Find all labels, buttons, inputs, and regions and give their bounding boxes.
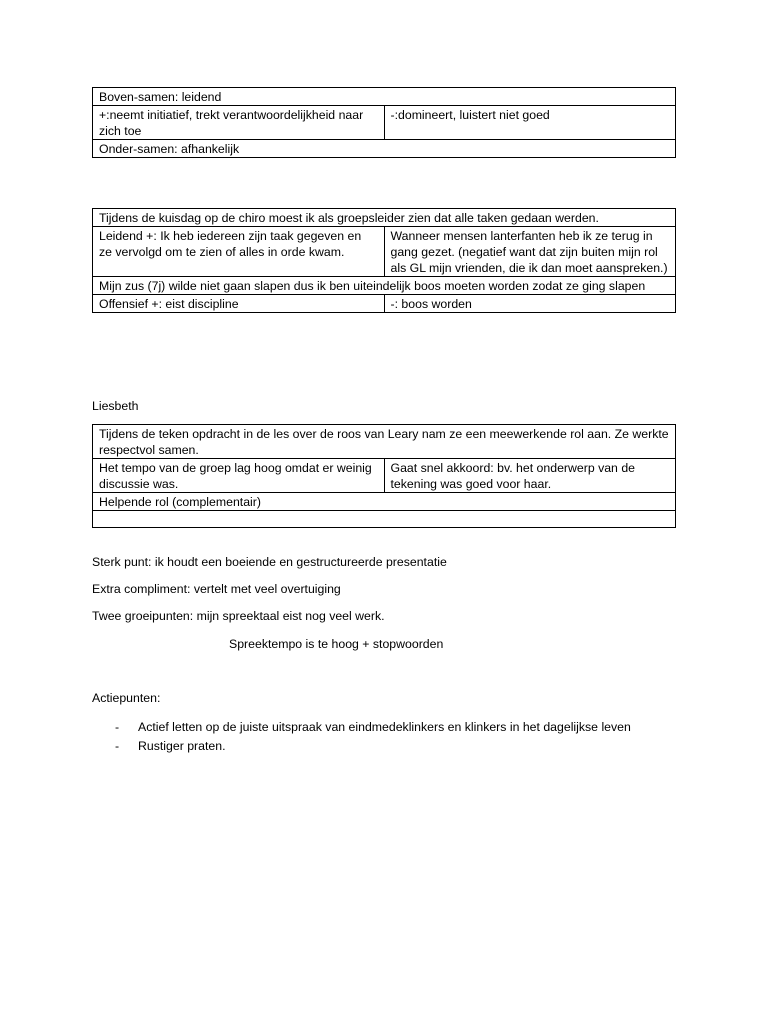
table-cell: Boven-samen: leidend [93,88,676,106]
table-row [93,459,676,493]
groeipunt-2-text: Spreektempo is te hoog + stopwoorden [229,637,444,651]
groeipunten-text: Twee groeipunten: mijn spreektaal eist nog veel werk. [92,609,385,623]
table-cell: Tijdens de kuisdag op de chiro moest ik als groepsleider zien dat alle taken gedaan werden. [93,209,676,227]
table-cell: Leidend +: Ik heb iedereen zijn taak gegeven en ze vervolgd om te zien of alles in orde kwam. [93,227,385,277]
table-cell: Gaat snel akkoord: bv. het onderwerp van de tekening was goed voor haar. [384,459,676,493]
table-cell: Onder-samen: afhankelijk [93,140,676,158]
table-leary-boven-onder [92,87,676,158]
list-item [92,718,631,737]
table-cell: Helpende rol (complementair) [93,493,676,511]
list-item-text: Actief letten op de juiste uitspraak van eindmedeklinkers en klinkers in het dagelijkse leven [138,720,631,734]
table-cell: Wanneer mensen lanterfanten heb ik ze terug in gang gezet. (negatief want dat zijn buiten mijn rol als GL mijn vrienden, die ik dan moet aanspreken.) [384,227,676,277]
extra-compliment-text: Extra compliment: vertelt met veel overtuiging [92,582,341,596]
table-row [93,295,676,313]
list-item-text: Rustiger praten. [138,739,226,753]
actiepunten-title: Actiepunten: [92,691,161,705]
table-cell: Het tempo van de groep lag hoog omdat er weinig discussie was. [93,459,385,493]
dash-bullet: - [115,720,120,734]
sterk-punt-text: Sterk punt: ik houdt een boeiende en gestructureerde presentatie [92,555,447,569]
actiepunten-list [92,718,631,756]
table-cell: Mijn zus (7j) wilde niet gaan slapen dus ik ben uiteindelijk boos moeten worden zodat ze ging slapen [93,277,676,295]
liesbeth-heading: Liesbeth [92,399,139,413]
table-liesbeth [92,424,676,528]
table-row [93,277,676,295]
table-row [93,511,676,528]
table-row [93,88,676,106]
table-row [93,493,676,511]
table-row [93,106,676,140]
dash-bullet: - [115,739,120,753]
table-row [93,227,676,277]
table-row [93,209,676,227]
table-cell: Offensief +: eist discipline [93,295,385,313]
table-cell-empty [93,511,676,528]
table-row [93,425,676,459]
list-item [92,737,631,756]
table-cell: +:neemt initiatief, trekt verantwoordelijkheid naar zich toe [93,106,385,140]
table-cell: -:domineert, luistert niet goed [384,106,676,140]
table-kuisdag-chiro [92,208,676,313]
table-cell: Tijdens de teken opdracht in de les over de roos van Leary nam ze een meewerkende rol aan. Ze werkte respectvol samen. [93,425,676,459]
table-cell: -: boos worden [384,295,676,313]
table-row [93,140,676,158]
